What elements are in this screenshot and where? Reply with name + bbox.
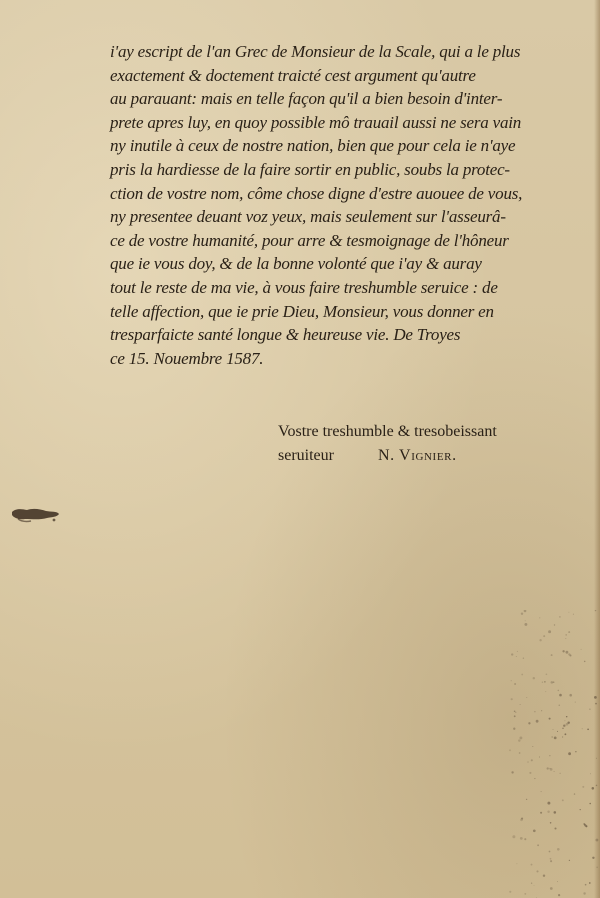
foxing-speck xyxy=(550,860,552,862)
foxing-speck xyxy=(509,891,511,893)
foxing-speck xyxy=(589,709,590,710)
foxing-speck xyxy=(573,614,574,615)
foxing-speck xyxy=(558,894,560,896)
text-line: ny presentee deuant voz yeux, mais seulement sur l'asseurâ- xyxy=(110,207,506,227)
foxing-speck xyxy=(563,724,565,726)
foxing-speck xyxy=(516,656,517,657)
foxing-speck xyxy=(511,698,513,700)
foxing-speck xyxy=(536,720,539,723)
foxing-speck xyxy=(539,757,540,758)
foxing-speck xyxy=(541,791,542,792)
foxing-speck xyxy=(554,811,557,814)
text-line: ction de vostre nom, côme chose digne d'estre auouee de vous, xyxy=(110,183,523,203)
text-line: i'ay escript de l'an Grec de Monsieur de la Scale, qui a le plus xyxy=(110,42,521,61)
foxing-speck xyxy=(575,751,576,752)
foxing-stains xyxy=(500,610,600,898)
foxing-speck xyxy=(574,793,575,794)
foxing-speck xyxy=(590,773,591,774)
foxing-speck xyxy=(564,720,565,721)
foxing-speck xyxy=(562,737,563,738)
foxing-speck xyxy=(521,817,523,819)
text-line: tresparfaicte santé longue & heureuse vie. De Troyes xyxy=(110,325,461,345)
foxing-speck xyxy=(525,620,526,621)
foxing-speck xyxy=(515,712,516,713)
foxing-speck xyxy=(554,827,556,829)
foxing-speck xyxy=(557,848,560,851)
text-line: au parauant: mais en telle façon qu'il a bien besoin d'inter- xyxy=(110,89,503,109)
foxing-speck xyxy=(595,839,598,842)
closing-text: Vostre treshumble & tresobeissant xyxy=(278,423,497,440)
foxing-speck xyxy=(550,887,553,890)
foxing-speck xyxy=(549,755,550,756)
foxing-speck xyxy=(532,746,533,747)
foxing-speck xyxy=(547,811,549,813)
foxing-speck xyxy=(526,697,527,698)
foxing-speck xyxy=(545,691,546,692)
foxing-speck xyxy=(551,681,554,684)
foxing-speck xyxy=(511,771,513,773)
text-line: ny inutile à ceux de nostre nation, bien que pour cela ie n'aye xyxy=(110,136,516,156)
foxing-speck xyxy=(544,681,545,682)
closing-line xyxy=(278,420,538,444)
foxing-speck xyxy=(536,870,538,872)
foxing-speck xyxy=(557,731,558,732)
foxing-speck xyxy=(540,812,542,814)
foxing-speck xyxy=(553,729,554,730)
foxing-speck xyxy=(534,885,535,886)
foxing-speck xyxy=(566,716,567,717)
foxing-speck xyxy=(514,683,516,685)
foxing-speck xyxy=(589,882,591,884)
foxing-speck xyxy=(558,690,560,692)
foxing-speck xyxy=(526,799,527,800)
foxing-speck xyxy=(523,658,524,659)
foxing-speck xyxy=(524,838,526,840)
foxing-speck xyxy=(520,837,523,840)
foxing-speck xyxy=(531,759,533,761)
text-line: prete apres luy, en quoy possible mô trauail aussi ne sera vain xyxy=(110,112,522,132)
foxing-speck xyxy=(559,616,561,618)
foxing-speck xyxy=(595,610,597,611)
foxing-speck xyxy=(569,694,572,697)
foxing-speck xyxy=(519,752,521,754)
foxing-speck xyxy=(524,623,527,626)
foxing-speck xyxy=(565,634,567,636)
foxing-speck xyxy=(565,638,566,639)
ink-blot-mark xyxy=(10,503,60,525)
foxing-speck xyxy=(595,703,597,705)
foxing-speck xyxy=(531,883,532,884)
foxing-speck xyxy=(520,704,521,705)
foxing-speck xyxy=(524,610,527,612)
foxing-speck xyxy=(511,680,512,681)
foxing-speck xyxy=(551,736,553,738)
foxing-speck xyxy=(557,881,558,882)
foxing-speck xyxy=(575,702,576,703)
foxing-speck xyxy=(582,728,583,729)
text-line: pris la hardiesse de la faire sortir en public, soubs la protec- xyxy=(110,159,510,179)
foxing-speck xyxy=(549,851,551,853)
foxing-speck xyxy=(516,863,517,864)
foxing-speck xyxy=(529,772,531,774)
foxing-speck xyxy=(592,787,595,790)
foxing-speck xyxy=(584,824,586,826)
foxing-speck xyxy=(547,767,549,769)
letter-body xyxy=(110,40,530,370)
foxing-speck xyxy=(559,705,560,706)
foxing-speck xyxy=(559,694,562,697)
foxing-speck xyxy=(541,710,542,711)
foxing-speck xyxy=(568,752,571,755)
text-line: que ie vous doy, & de la bonne volonté que i'ay & auray xyxy=(110,254,482,274)
foxing-speck xyxy=(568,653,570,655)
foxing-speck xyxy=(521,674,523,676)
foxing-speck xyxy=(589,803,591,805)
foxing-speck xyxy=(533,829,536,832)
foxing-speck xyxy=(543,874,545,876)
foxing-speck xyxy=(539,617,540,618)
foxing-speck xyxy=(531,864,533,866)
foxing-speck xyxy=(560,773,561,774)
foxing-speck xyxy=(550,822,552,824)
foxing-speck xyxy=(518,739,520,741)
foxing-speck xyxy=(524,893,526,895)
text-line: telle affection, que ie prie Dieu, Monsieur, vous donner en xyxy=(110,301,494,321)
foxing-speck xyxy=(585,884,587,886)
foxing-speck xyxy=(564,733,566,735)
foxing-speck xyxy=(534,711,536,713)
foxing-speck xyxy=(581,649,582,650)
foxing-speck xyxy=(596,867,597,868)
foxing-speck xyxy=(554,771,555,772)
foxing-speck xyxy=(562,728,563,729)
foxing-speck xyxy=(542,682,543,683)
foxing-speck xyxy=(537,844,539,846)
foxing-speck xyxy=(534,778,535,779)
foxing-speck xyxy=(512,835,515,838)
foxing-speck xyxy=(543,635,545,637)
foxing-speck xyxy=(514,711,516,713)
foxing-speck xyxy=(596,758,597,759)
foxing-speck xyxy=(562,650,564,652)
foxing-speck xyxy=(509,749,511,751)
foxing-speck xyxy=(582,786,584,788)
author-name: N. Vignier. xyxy=(377,447,457,464)
text-line: exactement & doctement traicté cest argument qu'autre xyxy=(110,65,476,85)
foxing-speck xyxy=(550,858,552,860)
foxing-speck xyxy=(513,728,515,730)
foxing-speck xyxy=(528,722,530,724)
foxing-speck xyxy=(587,728,589,730)
foxing-speck xyxy=(584,661,586,663)
foxing-speck xyxy=(592,857,594,859)
foxing-speck xyxy=(594,696,597,699)
date-line: ce 15. Nouembre 1587. xyxy=(110,348,264,368)
foxing-speck xyxy=(568,612,569,613)
foxing-speck xyxy=(568,631,570,633)
foxing-speck xyxy=(521,612,523,614)
foxing-speck xyxy=(554,624,555,625)
foxing-speck xyxy=(514,715,516,717)
text-line: tout le reste de ma vie, à vous faire treshumble seruice : de xyxy=(110,277,498,297)
signer-line xyxy=(278,444,538,468)
foxing-speck xyxy=(539,639,541,641)
signature-block xyxy=(278,420,538,468)
foxing-speck xyxy=(551,654,553,656)
foxing-speck xyxy=(580,809,581,810)
foxing-speck xyxy=(546,673,548,675)
foxing-speck xyxy=(533,677,535,679)
foxing-speck xyxy=(566,651,569,654)
foxing-speck xyxy=(549,718,551,720)
foxing-speck xyxy=(548,630,551,633)
foxing-speck xyxy=(566,723,569,726)
foxing-speck xyxy=(583,892,585,894)
foxing-speck xyxy=(511,653,513,655)
foxing-speck xyxy=(547,802,550,805)
foxing-speck xyxy=(527,761,529,763)
foxing-speck xyxy=(554,737,557,740)
signer-role: seruiteur xyxy=(278,447,334,464)
foxing-speck xyxy=(519,736,522,739)
text-line: ce de vostre humanité, pour arre & tesmoignage de l'hôneur xyxy=(110,230,509,250)
foxing-speck xyxy=(569,860,570,861)
foxing-speck xyxy=(562,799,564,801)
foxing-speck xyxy=(596,785,598,787)
foxing-speck xyxy=(549,768,550,769)
foxing-speck xyxy=(517,651,518,652)
